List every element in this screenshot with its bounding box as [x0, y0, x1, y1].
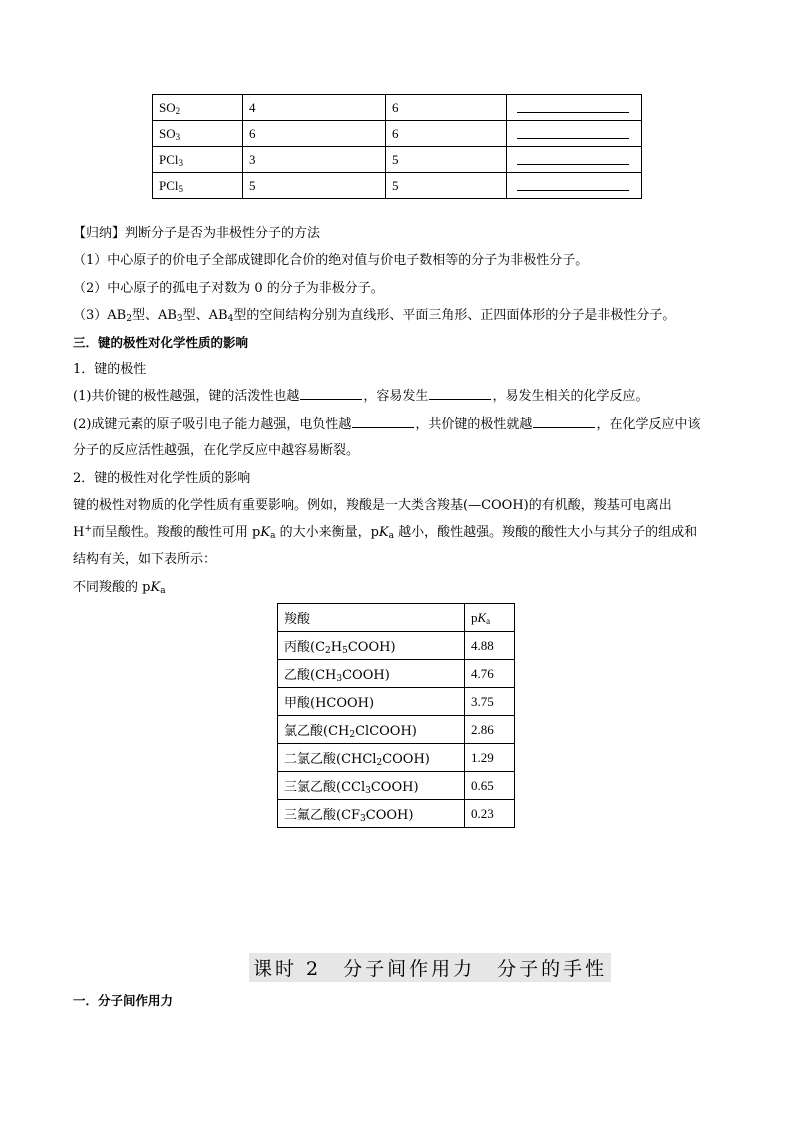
table-row [153, 173, 642, 199]
table-row [278, 660, 515, 688]
paragraph: 分子的反应活性越强，在化学反应中越容易断裂。 [73, 443, 360, 458]
header-cell: 羧酸 [278, 604, 465, 632]
answer-blank[interactable] [507, 121, 642, 147]
pka-value: 0.23 [465, 800, 515, 828]
table-row [153, 147, 642, 173]
subheading: 2．键的极性对化学性质的影响 [73, 471, 251, 486]
text-fragment: ，易发生相关的化学反应。 [492, 389, 649, 404]
acid-name: 甲酸(HCOOH) [278, 688, 465, 716]
pka-value: 2.86 [465, 716, 515, 744]
acid-name: 氯乙酸$(CH_2ClCOOH)$ [278, 716, 465, 744]
formula-cell: PCl$_3$ [153, 147, 243, 173]
acid-name: 三氯乙酸(CCl$_3$COOH) [278, 772, 465, 800]
value-cell: 4 [243, 95, 386, 121]
value-cell: 6 [386, 95, 507, 121]
value-cell: 3 [243, 147, 386, 173]
summary-item: （1）中心原子的价电子全部成键即化合价的绝对值与价电子数相等的分子为非极性分子。 [73, 253, 589, 268]
formula-cell: $SO_2$ [153, 95, 243, 121]
value-cell: 5 [386, 173, 507, 199]
pka-value: 0.65 [465, 772, 515, 800]
pka-value: 1.29 [465, 744, 515, 772]
summary-heading: 【归纳】判断分子是否为非极性分子的方法 [73, 226, 321, 241]
acid-name: 丙酸$(C_2H_5COOH)$ [278, 632, 465, 660]
table-caption: 不同羧酸的 $pK_a$ [73, 580, 166, 596]
value-cell: 5 [386, 147, 507, 173]
paragraph: 键的极性对物质的化学性质有重要影响。例如，羧酸是一大类含羧基(—COOH)的有机酸，羧基可电离出 [73, 498, 672, 513]
paragraph [73, 386, 733, 407]
fill-blank[interactable] [300, 386, 362, 400]
table-row [153, 95, 642, 121]
fill-blank[interactable] [533, 414, 595, 428]
table-row [153, 121, 642, 147]
paragraph: H+而呈酸性。羧酸的酸性可用 $pK_a$ 的大小来衡量，$pK_a$ 越小，酸性越强。羧酸的酸性大小与其分子的组成和 [73, 524, 698, 541]
acid-name: 乙酸$(CH_3COOH)$ [278, 660, 465, 688]
table-row [278, 772, 515, 800]
value-cell: 6 [386, 121, 507, 147]
section-title: 三．键的极性对化学性质的影响 [73, 335, 249, 350]
paragraph: 结构有关，如下表所示： [73, 552, 217, 567]
answer-blank[interactable] [507, 147, 642, 173]
pka-value: 4.76 [465, 660, 515, 688]
table-row [278, 632, 515, 660]
summary-item: （2）中心原子的孤电子对数为 0 的分子为非极分子。 [73, 281, 384, 296]
section-title: 一．分子间作用力 [73, 993, 174, 1008]
fill-blank[interactable] [429, 386, 491, 400]
value-cell: 6 [243, 121, 386, 147]
subheading: 1．键的极性 [73, 362, 147, 377]
value-cell: 5 [243, 173, 386, 199]
fill-blank[interactable] [352, 414, 414, 428]
acid-name: 三氟乙酸$(CF_3COOH)$ [278, 800, 465, 828]
text-fragment: (2)成键元素的原子吸引电子能力越强，电负性越 [73, 417, 352, 432]
text-fragment: (1)共价键的极性越强，键的活泼性也越 [73, 389, 300, 404]
text-fragment: ，在化学反应中该 [596, 417, 701, 432]
formula-cell: PCl$_5$ [153, 173, 243, 199]
table-row [278, 800, 515, 828]
table-header-row [278, 604, 515, 632]
answer-blank[interactable] [507, 95, 642, 121]
acid-name: 二氯乙酸(CHCl$_2$COOH) [278, 744, 465, 772]
formula-cell: $SO_3$ [153, 121, 243, 147]
summary-item: $(3)AB_2$型、$AB_3$型、$AB_4$型的空间结构分别为直线形、平面三角形、正四面体形的分子是非极性分子。 [73, 308, 676, 324]
pka-table [277, 603, 515, 828]
answer-blank[interactable] [507, 173, 642, 199]
pka-value: 4.88 [465, 632, 515, 660]
lesson-title: 课时 2 分子间作用力 分子的手性 [249, 953, 611, 982]
table-row [278, 744, 515, 772]
molecule-table [152, 94, 642, 199]
text-fragment: ，共价键的极性就越 [415, 417, 533, 432]
table-row [278, 688, 515, 716]
paragraph [73, 414, 733, 435]
header-cell: $pK_a$ [465, 604, 515, 632]
table-row [278, 716, 515, 744]
text-fragment: ，容易发生 [363, 389, 429, 404]
pka-value: 3.75 [465, 688, 515, 716]
